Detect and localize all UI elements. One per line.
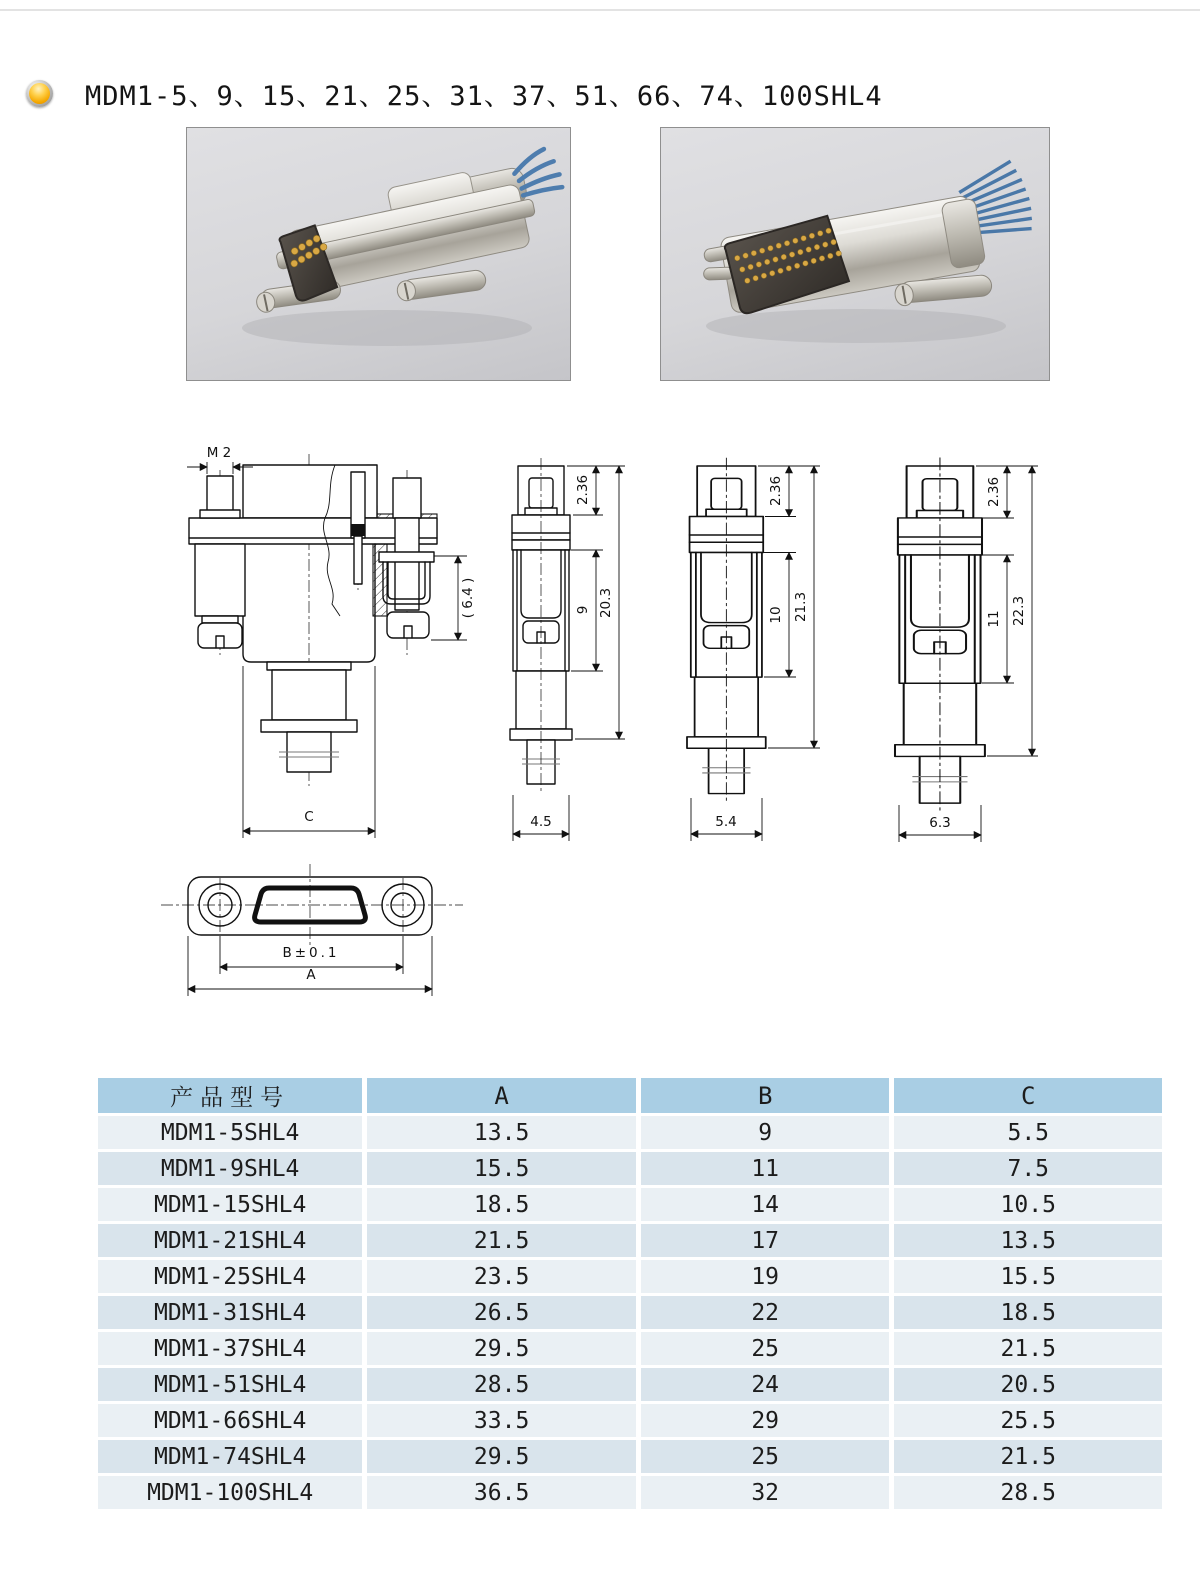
dim-label: 6.3: [929, 815, 951, 831]
page-top-rule: [0, 9, 1200, 11]
cell-value: 33.5: [367, 1404, 636, 1437]
table-row: [98, 1116, 1162, 1149]
cell-value: 25: [641, 1332, 890, 1365]
cell-value: 24: [641, 1368, 890, 1401]
cell-value: 11: [641, 1152, 890, 1185]
dim-label: 4.5: [530, 814, 552, 830]
table-row: [98, 1296, 1162, 1329]
connector-face: [722, 214, 851, 315]
cell-value: 15.5: [367, 1152, 636, 1185]
dim-label: 22.3: [1011, 595, 1027, 627]
cell-model: MDM1-66SHL4: [98, 1404, 362, 1437]
cell-value: 36.5: [367, 1476, 636, 1509]
cell-value: 32: [641, 1476, 890, 1509]
header-model: 产品型号: [98, 1078, 362, 1113]
cell-model: MDM1-15SHL4: [98, 1188, 362, 1221]
cell-value: 19: [641, 1260, 890, 1293]
table-row: [98, 1404, 1162, 1437]
cell-value: 21.5: [367, 1224, 636, 1257]
cell-value: 13.5: [894, 1224, 1162, 1257]
product-photo-left: [186, 127, 571, 381]
cell-model: MDM1-74SHL4: [98, 1440, 362, 1473]
dim-label: 10: [768, 606, 784, 624]
spec-table-container: [93, 1075, 1167, 1512]
dim-label: 9: [575, 605, 591, 615]
micro-d-connector-small-render: [187, 128, 570, 380]
cell-value: 29.5: [367, 1440, 636, 1473]
drawing-side-1: [483, 443, 658, 848]
drawing-side-2: [658, 443, 853, 848]
cell-model: MDM1-21SHL4: [98, 1224, 362, 1257]
table-header-row: [98, 1078, 1162, 1113]
dim-label-depth: ( 6.4 ): [460, 577, 476, 619]
cell-value: 25.5: [894, 1404, 1162, 1437]
cell-value: 7.5: [894, 1152, 1162, 1185]
table-row: [98, 1368, 1162, 1401]
drawing-side-3: [858, 443, 1065, 848]
table-row: [98, 1260, 1162, 1293]
dim-label-c: C: [304, 809, 314, 825]
cell-value: 10.5: [894, 1188, 1162, 1221]
dim-label: 5.4: [715, 814, 737, 830]
cell-model: MDM1-51SHL4: [98, 1368, 362, 1401]
cell-value: 29: [641, 1404, 890, 1437]
spec-table: [93, 1075, 1167, 1512]
drawing-main-section: [175, 440, 485, 840]
cell-model: MDM1-37SHL4: [98, 1332, 362, 1365]
cell-value: 17: [641, 1224, 890, 1257]
cell-model: MDM1-100SHL4: [98, 1476, 362, 1509]
dim-label-m2: M 2: [206, 445, 232, 461]
cell-value: 28.5: [894, 1476, 1162, 1509]
cell-value: 23.5: [367, 1260, 636, 1293]
header-a: A: [367, 1078, 636, 1113]
cell-value: 14: [641, 1188, 890, 1221]
table-row: [98, 1440, 1162, 1473]
cell-value: 18.5: [894, 1296, 1162, 1329]
table-row: [98, 1332, 1162, 1365]
table-row: [98, 1476, 1162, 1509]
cell-value: 28.5: [367, 1368, 636, 1401]
cell-value: 29.5: [367, 1332, 636, 1365]
cell-value: 20.5: [894, 1368, 1162, 1401]
cell-value: 26.5: [367, 1296, 636, 1329]
dim-label-b: B±0.1: [282, 945, 340, 961]
dim-label: 21.3: [793, 591, 809, 623]
cell-value: 22: [641, 1296, 890, 1329]
section-bullet-icon: [26, 80, 53, 107]
dim-label: 20.3: [598, 587, 614, 619]
cell-model: MDM1-9SHL4: [98, 1152, 362, 1185]
table-row: [98, 1224, 1162, 1257]
cell-value: 18.5: [367, 1188, 636, 1221]
jack-screw-tip: [703, 267, 733, 280]
header-b: B: [641, 1078, 890, 1113]
micro-d-connector-large-render: [661, 128, 1049, 380]
dim-label-a: A: [306, 967, 316, 983]
cell-model: MDM1-25SHL4: [98, 1260, 362, 1293]
cell-model: MDM1-31SHL4: [98, 1296, 362, 1329]
dim-label: 11: [986, 610, 1002, 628]
cell-value: 21.5: [894, 1332, 1162, 1365]
dim-label: 2.36: [575, 474, 591, 506]
drawing-face-view: [145, 848, 480, 1003]
product-photo-right: [660, 127, 1050, 381]
cell-value: 13.5: [367, 1116, 636, 1149]
cell-value: 25: [641, 1440, 890, 1473]
table-row: [98, 1188, 1162, 1221]
spec-table-body: [98, 1116, 1162, 1509]
cell-value: 9: [641, 1116, 890, 1149]
page-title: MDM1-5、9、15、21、25、31、37、51、66、74、100SHL4: [85, 81, 883, 112]
dim-label: 2.36: [986, 476, 1002, 508]
table-row: [98, 1152, 1162, 1185]
cell-value: 21.5: [894, 1440, 1162, 1473]
cell-value: 5.5: [894, 1116, 1162, 1149]
cell-model: MDM1-5SHL4: [98, 1116, 362, 1149]
cell-value: 15.5: [894, 1260, 1162, 1293]
dim-label: 2.36: [768, 475, 784, 507]
header-c: C: [894, 1078, 1162, 1113]
